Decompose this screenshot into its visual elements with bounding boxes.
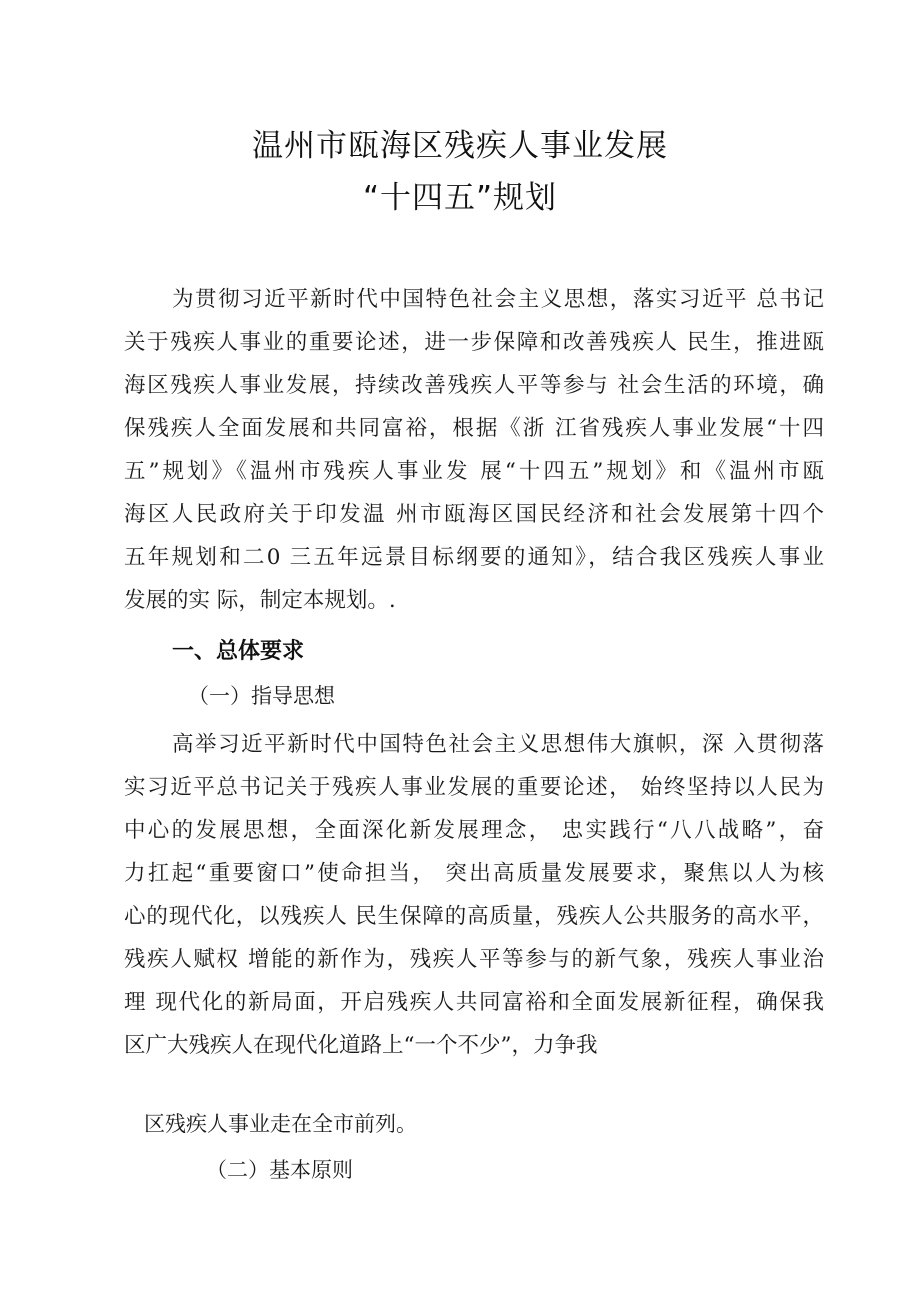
- intro-paragraph-line: 为贯彻习近平新时代中国特色社会主义思想，落实习近平 总书记: [172, 287, 824, 312]
- guiding-paragraph-line: 力扛起“重要窗口”使命担当， 突出高质量发展要求，聚焦以人为核: [124, 861, 824, 886]
- intro-paragraph-line: 五年规划和二0 三五年远景目标纲要的通知》，结合我区残疾人事业: [124, 545, 824, 570]
- subsection-heading: （二）基本原则: [206, 1158, 353, 1182]
- intro-paragraph-line: 保残疾人全面发展和共同富裕，根据《浙 江省残疾人事业发展“十四: [124, 416, 824, 441]
- guiding-paragraph-line: 心的现代化，以残疾人 民生保障的高质量，残疾人公共服务的高水平，: [124, 904, 824, 929]
- document-title-line-2: “十四五”规划: [362, 180, 558, 216]
- guiding-paragraph-line: 理 现代化的新局面，开启残疾人共同富裕和全面发展新征程，确保我: [124, 990, 824, 1015]
- continuation-line: 区残疾人事业走在全市前列。: [144, 1112, 417, 1136]
- document-title-line-1: 温州市瓯海区残疾人事业发展: [252, 128, 668, 164]
- guiding-paragraph-line: 高举习近平新时代中国特色社会主义思想伟大旗帜，深 入贯彻落: [172, 732, 824, 757]
- guiding-paragraph-line: 中心的发展思想，全面深化新发展理念， 忠实践行“八八战略”，奋: [124, 818, 824, 843]
- intro-paragraph-line: 关于残疾人事业的重要论述，进一步保障和改善残疾人 民生，推进瓯: [124, 330, 824, 355]
- guiding-paragraph-line: 区广大残疾人在现代化道路上“一个不少”，力争我: [124, 1033, 598, 1058]
- intro-paragraph-line: 五”规划》《温州市残疾人事业发 展“十四五”规划》和《温州市瓯: [124, 459, 824, 484]
- intro-paragraph-line: 海区人民政府关于印发温 州市瓯海区国民经济和社会发展第十四个: [124, 502, 824, 527]
- guiding-paragraph-line: 残疾人赋权 增能的新作为，残疾人平等参与的新气象，残疾人事业治: [124, 947, 824, 972]
- section-heading: 一、总体要求: [172, 639, 305, 664]
- subsection-heading: （一）指导思想: [188, 684, 335, 708]
- intro-paragraph-line: 海区残疾人事业发展，持续改善残疾人平等参与 社会生活的环境，确: [124, 373, 824, 398]
- intro-paragraph-line: 发展的实 际，制定本规划。.: [124, 588, 396, 613]
- guiding-paragraph-line: 实习近平总书记关于残疾人事业发展的重要论述， 始终坚持以人民为: [124, 775, 824, 800]
